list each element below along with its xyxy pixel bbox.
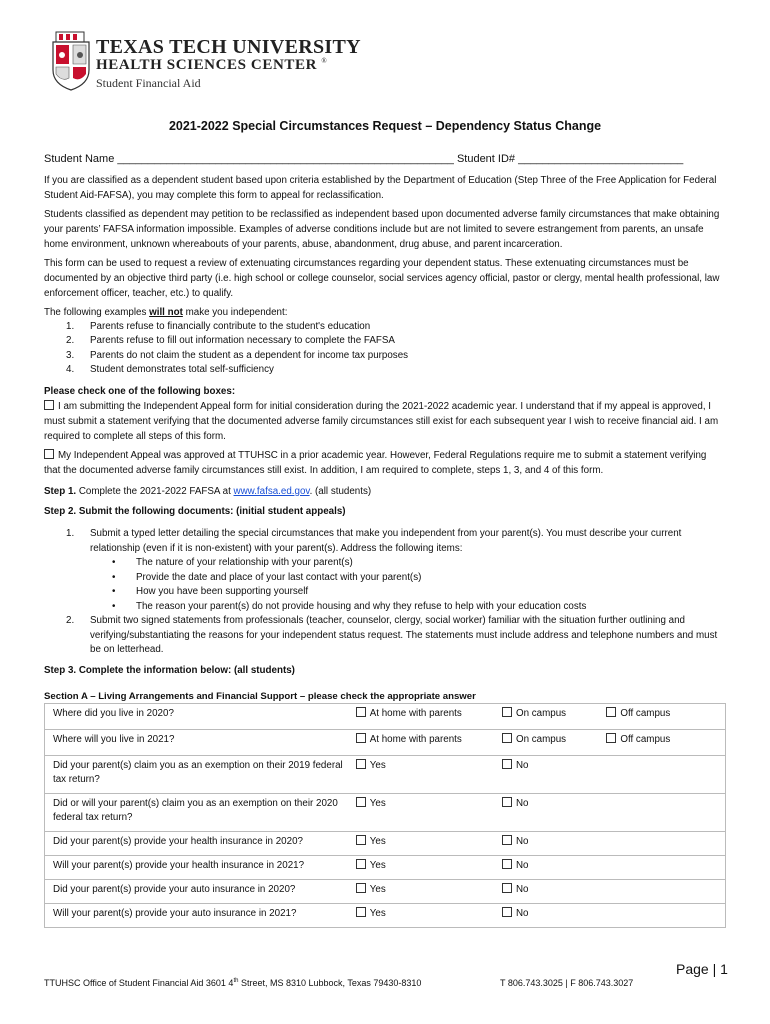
- answer-label: No: [515, 760, 529, 771]
- answer-cell: [602, 756, 725, 794]
- fafsa-link[interactable]: www.fafsa.ed.gov: [233, 486, 310, 497]
- student-name-blank[interactable]: _______________________________________________________: [117, 153, 454, 165]
- question-cell: Will your parent(s) provide your auto insurance in 2021?: [45, 904, 352, 928]
- student-name-field[interactable]: [44, 153, 683, 165]
- answer-label: No: [515, 836, 529, 847]
- checkbox-icon[interactable]: [502, 707, 512, 717]
- question-cell: Where did you live in 2020?: [45, 704, 352, 730]
- checkbox-icon[interactable]: [356, 707, 366, 717]
- footer-phone: T 806.743.3025 | F 806.743.3027: [500, 978, 634, 988]
- table-row: [45, 832, 726, 856]
- answer-label: Yes: [369, 798, 386, 809]
- answer-label: Yes: [369, 836, 386, 847]
- answer-label: Yes: [369, 884, 386, 895]
- list-item: 2. Parents refuse to fill out information necessary to complete the FAFSA: [66, 335, 395, 347]
- table-row: [45, 856, 726, 880]
- list-item: • How you have been supporting yourself: [112, 586, 309, 597]
- list-item: 1. Parents refuse to financially contribute to the student's education: [66, 321, 371, 332]
- examples-list: [66, 320, 716, 377]
- answer-label: At home with parents: [369, 708, 462, 719]
- question-cell: Where will you live in 2021?: [45, 730, 352, 756]
- checkbox-icon[interactable]: [502, 733, 512, 743]
- answer-cell: [498, 904, 602, 928]
- examples-intro: The following examples will not make you independent:: [44, 307, 288, 318]
- answer-label: Off campus: [620, 708, 671, 719]
- checkbox-icon[interactable]: [356, 883, 366, 893]
- question-cell: Did or will your parent(s) claim you as an exemption on their 2020 federal tax return?: [45, 794, 352, 832]
- checkbox-icon[interactable]: [356, 733, 366, 743]
- answer-cell: [602, 730, 725, 756]
- student-name-label: Student Name: [44, 153, 115, 165]
- answer-cell: [352, 832, 498, 856]
- answer-label: Yes: [369, 908, 386, 919]
- trademark-symbol: ®: [321, 57, 328, 65]
- list-item: • The reason your parent(s) do not provide housing and why they refuse to help with your education costs: [112, 600, 587, 612]
- page-title: 2021-2022 Special Circumstances Request – Dependency Status Change: [168, 119, 602, 133]
- living-arrangements-table: [44, 703, 726, 928]
- checkbox-icon[interactable]: [502, 797, 512, 807]
- answer-cell: [352, 880, 498, 904]
- answer-cell: [602, 794, 725, 832]
- answer-cell: [498, 704, 602, 730]
- answer-cell: [498, 832, 602, 856]
- answer-cell: [352, 904, 498, 928]
- table-row: [45, 794, 726, 832]
- checkbox-icon[interactable]: [356, 859, 366, 869]
- answer-cell: [352, 794, 498, 832]
- table-row: [45, 730, 726, 756]
- checkbox-icon[interactable]: [356, 797, 366, 807]
- answer-label: No: [515, 908, 529, 919]
- answer-label: No: [515, 884, 529, 895]
- checkbox-icon[interactable]: [356, 759, 366, 769]
- answer-cell: [602, 832, 725, 856]
- checkbox-icon[interactable]: [502, 907, 512, 917]
- checkbox-icon[interactable]: [502, 883, 512, 893]
- checkbox-icon[interactable]: [502, 859, 512, 869]
- table-row: [45, 904, 726, 928]
- org-name-line1: TEXAS TECH UNIVERSITY: [96, 36, 361, 58]
- extenuating-circumstances-paragraph: This form can be used to request a review of extenuating circumstances regarding your dependent status. These extenuating circumstances must be documented by an objective third party (i.e. high school or college counselor, social services agency official, pastor or clergy, mental health professional, law enforcement officer, teacher, etc.) to qualify.: [44, 258, 720, 299]
- list-item: • Provide the date and place of your last contact with your parent(s): [112, 571, 422, 583]
- question-cell: Will your parent(s) provide your health insurance in 2021?: [45, 856, 352, 880]
- checkbox-icon[interactable]: [44, 449, 54, 459]
- step-2-item-2: 2. Submit two signed statements from professionals (teacher, counselor, clergy, social worker) familiar with the situation further outlining and verifying/substantiating the reasons for your independent status request. The statements must include address and telephone numbers and must be on letterhead.: [66, 615, 718, 655]
- answer-cell: [602, 704, 725, 730]
- step-2-heading: Step 2. Submit the following documents: (initial student appeals): [44, 506, 346, 517]
- list-item: • The nature of your relationship with your parent(s): [112, 557, 353, 568]
- answer-cell: [498, 856, 602, 880]
- answer-cell: [498, 880, 602, 904]
- list-item: 4. Student demonstrates total self-sufficiency: [66, 363, 274, 375]
- checkbox-icon[interactable]: [356, 907, 366, 917]
- will-not-emphasis: will not: [149, 307, 183, 318]
- answer-cell: [352, 730, 498, 756]
- answer-cell: [602, 856, 725, 880]
- shield-seal-icon: [50, 30, 92, 92]
- answer-label: On campus: [515, 734, 567, 745]
- step-3-heading: Step 3. Complete the information below: (all students): [44, 665, 295, 676]
- answer-label: At home with parents: [369, 734, 462, 745]
- checkbox-icon[interactable]: [44, 400, 54, 410]
- answer-label: Yes: [369, 760, 386, 771]
- question-cell: Did your parent(s) provide your health insurance in 2020?: [45, 832, 352, 856]
- student-id-label: Student ID#: [456, 153, 516, 165]
- org-name-line2: HEALTH SCIENCES CENTER ®: [96, 57, 328, 73]
- answer-cell: [352, 704, 498, 730]
- checkbox-icon[interactable]: [606, 733, 616, 743]
- checkbox-icon[interactable]: [502, 759, 512, 769]
- answer-label: Yes: [369, 860, 386, 871]
- org-department: Student Financial Aid: [96, 76, 201, 90]
- question-cell: Did your parent(s) provide your auto insurance in 2020?: [45, 880, 352, 904]
- answer-label: No: [515, 798, 529, 809]
- answer-label: No: [515, 860, 529, 871]
- checkbox-option-initial[interactable]: I am submitting the Independent Appeal form for initial consideration during the 2021-2022 academic year. I understand that if my appeal is approved, I must submit a statement verifying that the documented adverse family circumstances still exist for each subsequent year I wish to receive financial aid. I am required to complete all steps of this form.: [44, 401, 719, 442]
- table-row: [45, 880, 726, 904]
- step-2-bullets: [112, 556, 722, 614]
- section-a-heading: Section A – Living Arrangements and Financial Support – please check the appropriate answer: [44, 691, 476, 702]
- question-cell: Did your parent(s) claim you as an exemption on their 2019 federal tax return?: [45, 756, 352, 794]
- answer-label: On campus: [515, 708, 567, 719]
- step-2-item-1: 1. Submit a typed letter detailing the special circumstances that make you independent from your parent(s). You must describe your current relationship (even if it is non-existent) with your parent(s). Address the following items:: [66, 528, 682, 554]
- checkbox-heading: Please check one of the following boxes:: [44, 386, 236, 397]
- intro-paragraph: If you are classified as a dependent student based upon criteria established by the Department of Education (Step Three of the Free Application for Federal Student Aid-FAFSA), you may complete this form to appeal for reclassification.: [44, 175, 717, 201]
- answer-cell: [498, 794, 602, 832]
- footer-address: TTUHSC Office of Student Financial Aid 3601 4th Street, MS 8310 Lubbock, Texas 79430-8310: [44, 978, 422, 988]
- student-id-blank[interactable]: ___________________________: [518, 153, 684, 165]
- answer-cell: [352, 756, 498, 794]
- answer-cell: [498, 756, 602, 794]
- checkbox-icon[interactable]: [502, 835, 512, 845]
- checkbox-option-renewal[interactable]: My Independent Appeal was approved at TTUHSC in a prior academic year. However, Federal Regulations require me to submit a statement verifying that the documented adverse family circumstances still exist. In addition, I am required to complete, steps 1, 3, and 4 of this form.: [44, 450, 707, 476]
- answer-cell: [352, 856, 498, 880]
- answer-label: Off campus: [620, 734, 671, 745]
- checkbox-icon[interactable]: [356, 835, 366, 845]
- answer-cell: [602, 904, 725, 928]
- answer-cell: [602, 880, 725, 904]
- answer-cell: [498, 730, 602, 756]
- page-number: Page | 1: [676, 961, 728, 977]
- table-row: [45, 756, 726, 794]
- table-row: [45, 704, 726, 730]
- step-1: Step 1. Complete the 2021-2022 FAFSA at www.fafsa.ed.gov. (all students): [44, 486, 372, 497]
- dependent-petition-paragraph: Students classified as dependent may petition to be reclassified as independent based upon documented adverse family circumstances that make obtaining your parents’ FAFSA information impossible. Examples of adverse conditions include but are not limited to severe estrangement from parents, an unsafe home environment, unknown whereabouts of your parents, abuse, abandonment, drug abuse, and parent incarceration.: [44, 209, 720, 250]
- checkbox-icon[interactable]: [606, 707, 616, 717]
- list-item: 3. Parents do not claim the student as a dependent for income tax purposes: [66, 349, 409, 361]
